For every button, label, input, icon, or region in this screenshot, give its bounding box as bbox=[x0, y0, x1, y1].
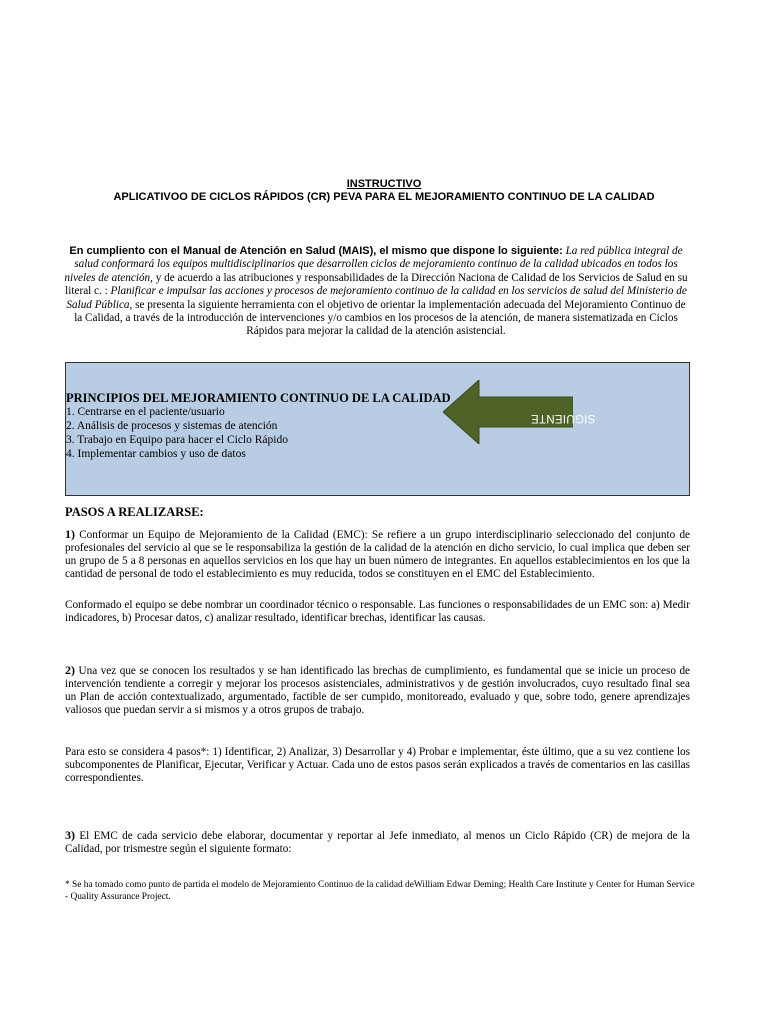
footnote: * Se ha tomado como punto de partida el modelo de Mejoramiento Continuo de la calidad deWilliam Edwar Deming; Health Care Institute y Center for Human Service - Quality Assurance Project. bbox=[65, 880, 695, 902]
step-3-paragraph bbox=[65, 829, 690, 856]
step-1-functions-paragraph bbox=[65, 599, 690, 625]
step-number: 3) bbox=[65, 828, 75, 842]
principles-box bbox=[65, 362, 690, 496]
principle-item: 3. Trabajo en Equipo para hacer el Ciclo Rápido bbox=[66, 434, 288, 446]
step-text: Para esto se considera 4 pasos*: 1) Identificar, 2) Analizar, 3) Desarrollar y 4) Probar e implementar, éste último, que a su vez contiene los subcomponentes de Planificar, Ejecutar, Verificar y Actuar. Cada uno de estos pasos serán explicados a través de comentarios en las casillas correspondientes. bbox=[65, 746, 690, 785]
step-text: Conformar un Equipo de Mejoramiento de la Calidad (EMC): Se refiere a un grupo interdisciplinario seleccionado del conjunto de profesionales del servicio al que se le responsabiliza la gestión de la calidad de la atención en dicho servicio, lo cual implica que deben ser un grupo de 5 a 8 personas en aquellos servicios en los que hay un buen número de integrantes. En aquellos establecimientos en los que la cantidad de personal de todo el establecimiento es muy reducida, todos se constituyen en el EMC del Establecimiento. bbox=[65, 529, 691, 581]
intro-paragraph bbox=[64, 245, 688, 339]
step-text: El EMC de cada servicio debe elaborar, documentar y reportar al Jefe inmediato, al menos un Ciclo Rápido (CR) de mejora de la Calidad, por trismestre según el siguiente formato: bbox=[65, 830, 690, 856]
intro-italic-quote-1: La red pública integral de salud conformará los equipos multidisciplinarios que desarrollen ciclos de mejoramiento continuo de la calidad ubicados en todos los niveles de atención, bbox=[64, 245, 683, 284]
step-text: Conformado el equipo se debe nombrar un coordinador técnico o responsable. Las funciones o responsabilidades de un EMC son: a) Medir indicadores, b) Procesar datos, c) analizar resultado, identificar brechas, identificar las causas. bbox=[65, 599, 690, 625]
step-text: Una vez que se conocen los resultados y se han identificado las brechas de cumplimiento, es fundamental que se inicie un proceso de intervención tendiente a corregir y mejorar los procesos asistenciales, administrativos y de gestión involucrados, cuyo resultado final sea un Plan de acción contextualizado, argumentado, factible de ser cumpido, monitoreado, evaluado y que, sobre todo, genere aprendizajes valiosos que puedan servir a si mismos y a otros grupos de trabajo. bbox=[65, 665, 691, 717]
document-subtitle: APLICATIVOO DE CICLOS RÁPIDOS (CR) PEVA PARA EL MEJORAMIENTO CONTINUO DE LA CALIDAD bbox=[113, 191, 655, 203]
intro-text-1: y de acuerdo a las atribuciones y responsabilidades de la Dirección Naciona de Calidad de los Servicios de Salud en su literal c. : bbox=[65, 271, 688, 298]
principle-item: 4. Implementar cambios y uso de datos bbox=[66, 448, 246, 460]
step-2-paragraph bbox=[65, 664, 690, 717]
document-title: INSTRUCTIVO bbox=[346, 178, 422, 190]
step-1-paragraph bbox=[65, 528, 690, 581]
intro-italic-quote-2: Planificar e impulsar las acciones y procesos de mejoramiento continuo de la calidad en los servicios de salud del Ministerio de Salud Pública, bbox=[66, 285, 687, 311]
principles-title: PRINCIPIOS DEL MEJORAMIENTO CONTINUO DE LA CALIDAD bbox=[66, 391, 451, 405]
step-number: 2) bbox=[65, 663, 75, 677]
steps-heading: PASOS A REALIZARSE: bbox=[65, 505, 204, 519]
principle-item: 1. Centrarse en el paciente/usuario bbox=[66, 406, 225, 418]
principle-item: 2. Análisis de procesos y sistemas de atención bbox=[66, 420, 278, 432]
step-number: 1) bbox=[65, 527, 75, 541]
intro-text-2: se presenta la siguiente herramienta con el objetivo de orientar la implementación adecuada del Mejoramiento Continuo de la Calidad, a través de la introducción de intervenciones y/o cambios en los procesos de la atención, de manera sistematizada en Ciclos Rápidos para mejorar la calidad de la atención asistencial. bbox=[74, 298, 686, 338]
step-2-substeps-paragraph bbox=[65, 746, 690, 785]
intro-bold-lead: En cumpliento con el Manual de Atención en Salud (MAIS), el mismo que dispone lo siguiente: bbox=[69, 245, 563, 257]
next-button-label[interactable]: SIGUIENTE bbox=[530, 412, 596, 424]
